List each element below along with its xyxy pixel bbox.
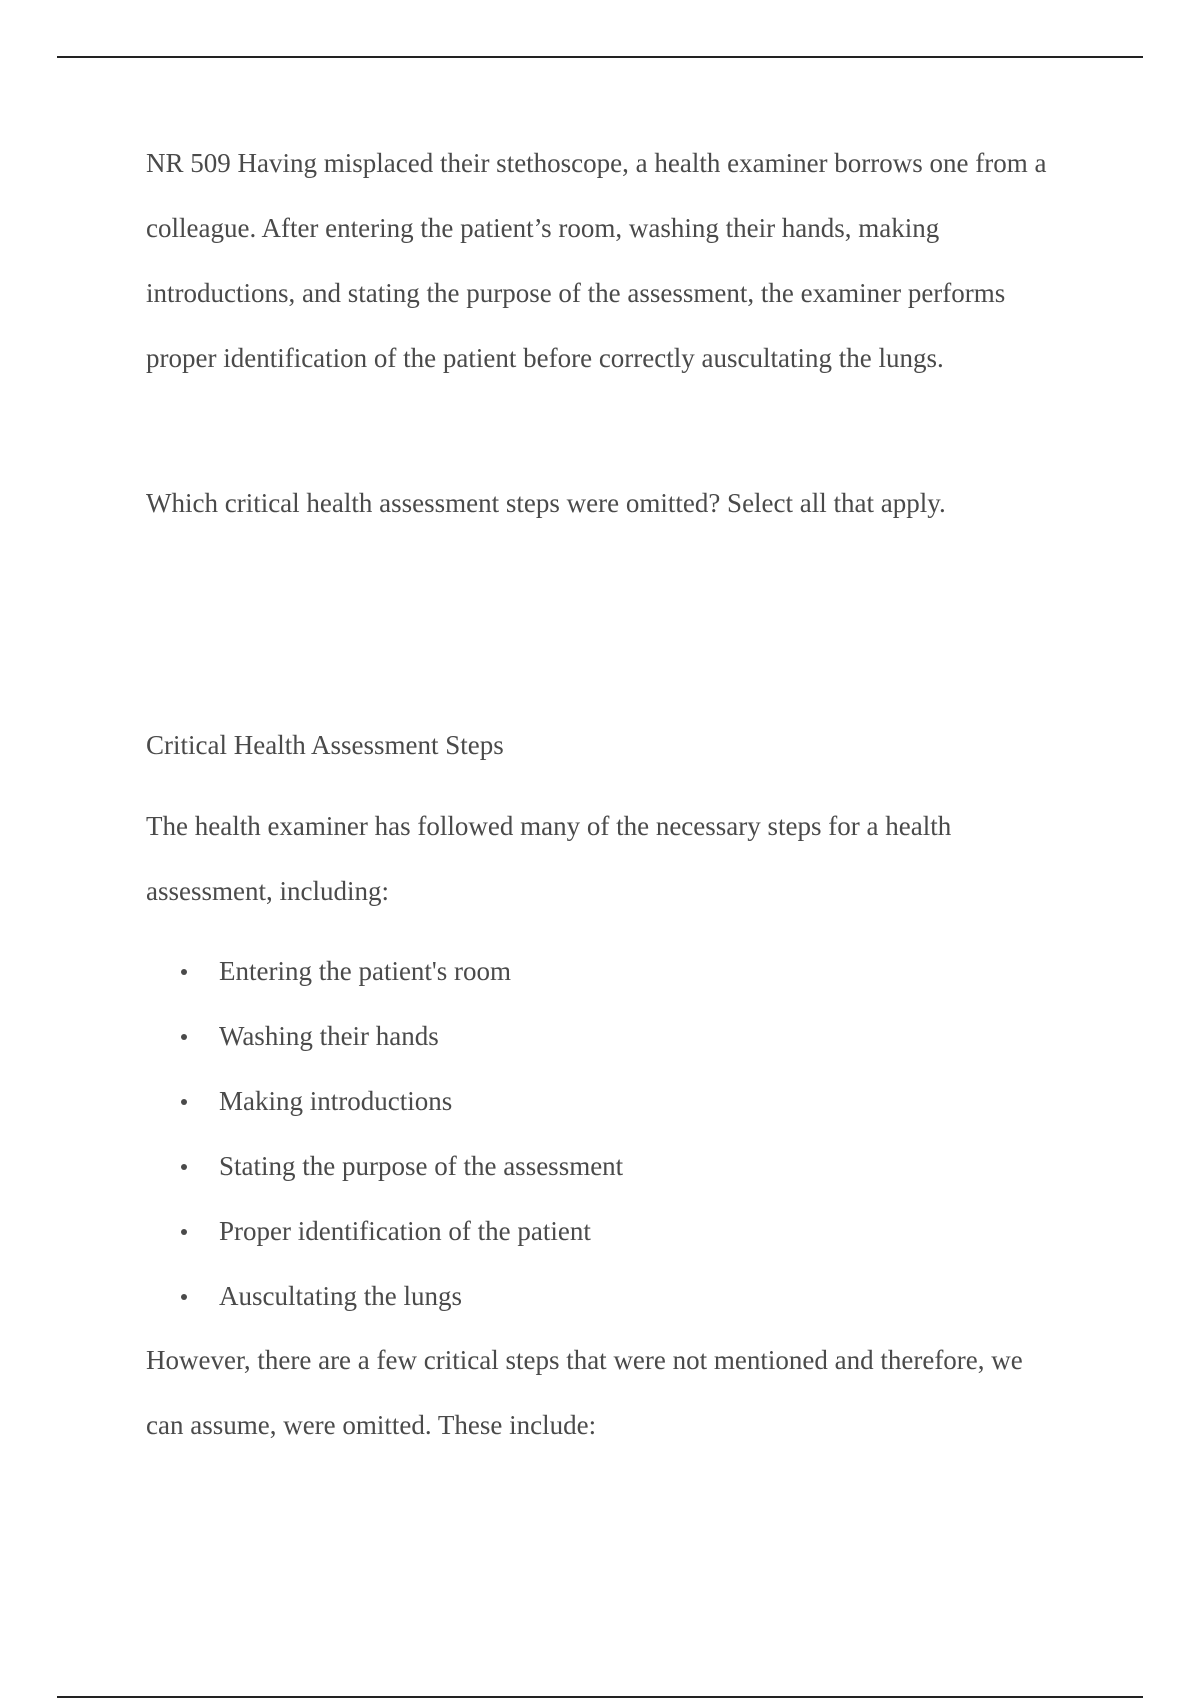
bullet-icon	[181, 1229, 187, 1235]
list-item-text: Auscultating the lungs	[219, 1281, 462, 1311]
followed-steps-intro: The health examiner has followed many of the necessary steps for a health assessment, including:	[146, 811, 952, 906]
intro-paragraph: NR 509 Having misplaced their stethoscope, a health examiner borrows one from a colleague. After entering the patient’s room, washing their hands, making introductions, and stating the purpose of the assessment, the examiner performs proper identification of the patient before correctly auscultating the lungs.	[146, 148, 1047, 373]
bullet-icon	[181, 1034, 187, 1040]
list-item	[146, 939, 623, 1004]
bullet-icon	[181, 1164, 187, 1170]
list-item-text: Entering the patient's room	[219, 956, 512, 986]
list-item-text: Making introductions	[219, 1086, 453, 1116]
list-item	[146, 1004, 623, 1069]
list-item-text: Washing their hands	[219, 1021, 439, 1051]
followed-steps-list	[146, 939, 623, 1329]
list-item	[146, 1199, 623, 1264]
list-item-text: Proper identification of the patient	[219, 1216, 591, 1246]
bullet-icon	[181, 969, 187, 975]
list-item	[146, 1069, 623, 1134]
bullet-icon	[181, 1099, 187, 1105]
question-text: Which critical health assessment steps were omitted? Select all that apply.	[146, 488, 946, 518]
bottom-divider	[57, 1696, 1143, 1698]
section-heading: Critical Health Assessment Steps	[146, 730, 504, 760]
omitted-steps-intro: However, there are a few critical steps that were not mentioned and therefore, we can assume, were omitted. These include:	[146, 1345, 1023, 1440]
top-divider	[57, 56, 1143, 58]
list-item	[146, 1134, 623, 1199]
bullet-icon	[181, 1294, 187, 1300]
list-item-text: Stating the purpose of the assessment	[219, 1151, 624, 1181]
list-item	[146, 1264, 623, 1329]
